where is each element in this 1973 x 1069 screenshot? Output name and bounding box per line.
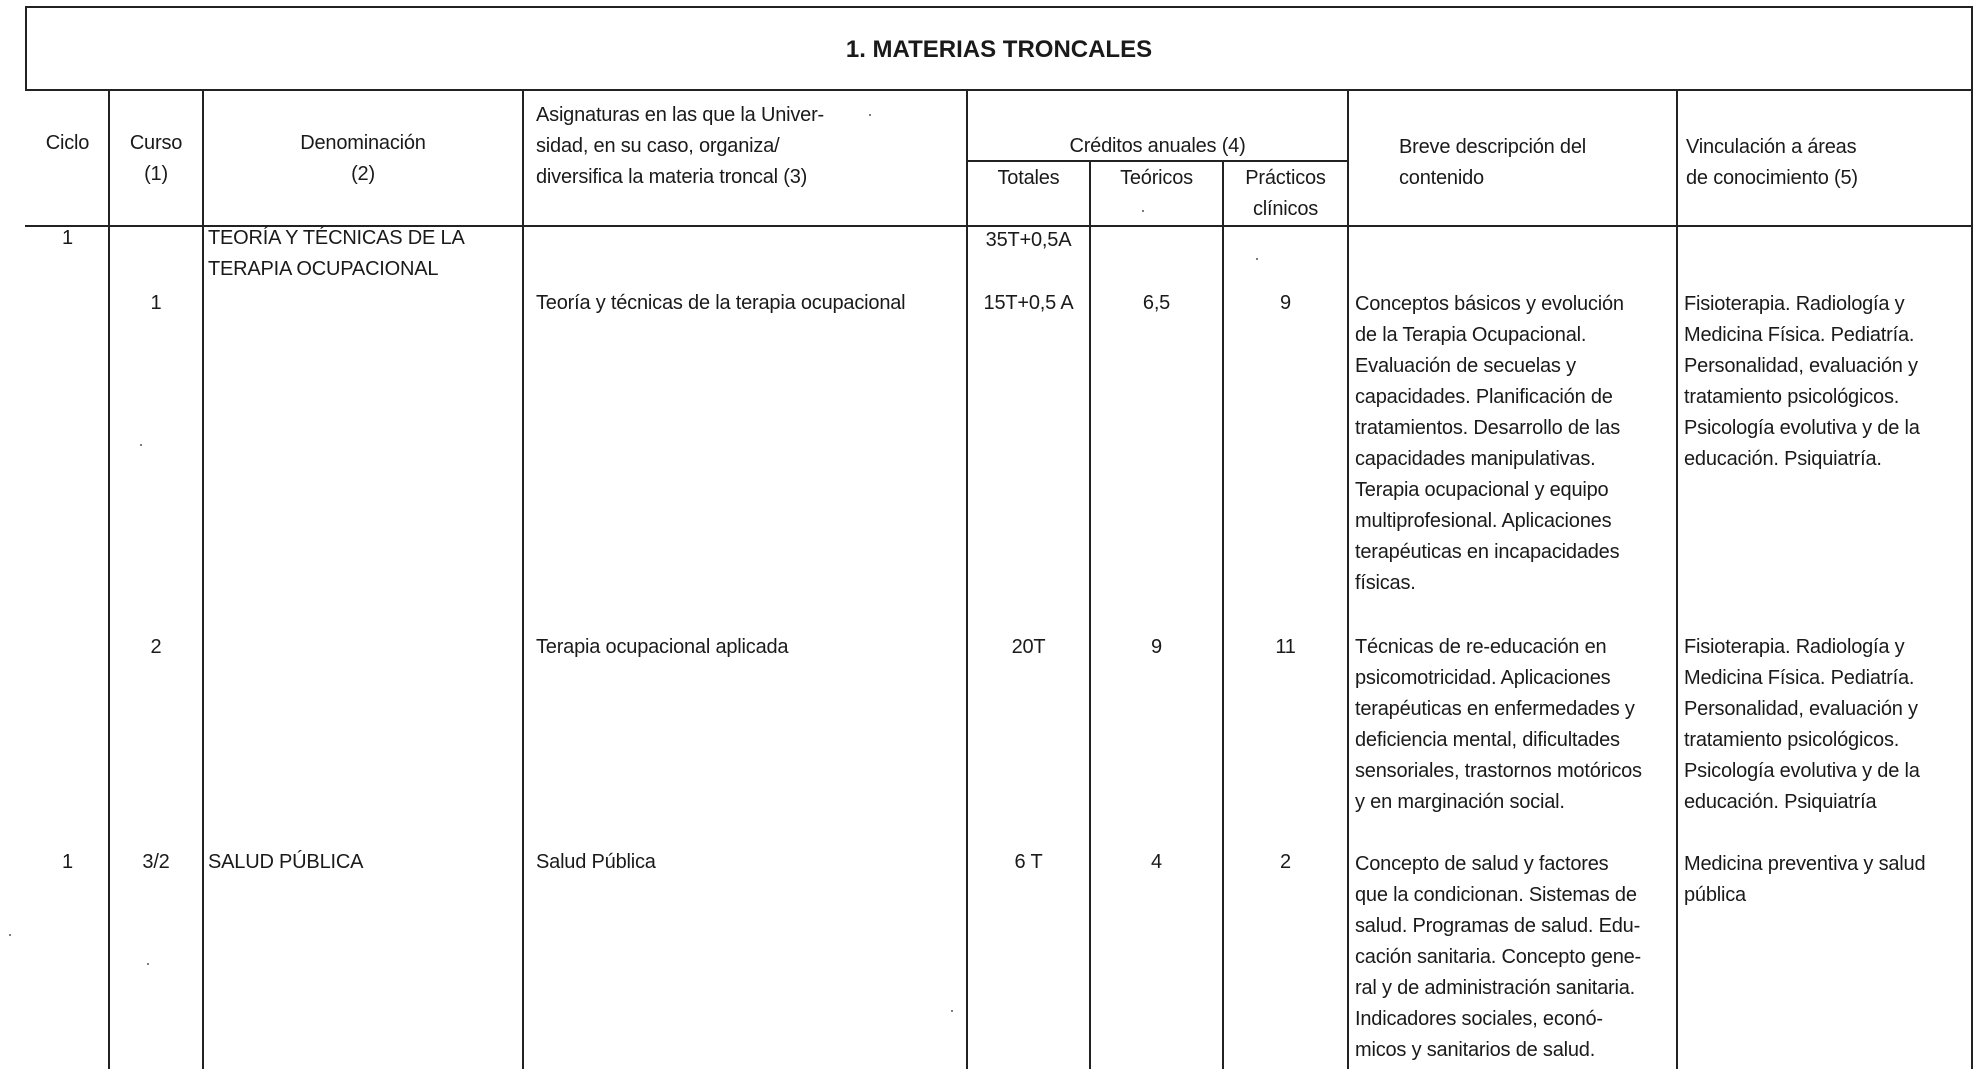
scan-speck <box>140 444 142 446</box>
title-bottom-border <box>25 89 1973 91</box>
scan-speck <box>147 963 149 965</box>
row-1-curso: 1 <box>150 292 162 314</box>
scan-speck <box>1256 258 1258 260</box>
header-curso: Curso (1) <box>129 132 183 185</box>
row-3-ciclo: 1 <box>62 851 73 873</box>
row-3-vinculacion: Medicina preventiva y salud pública <box>1684 853 1926 906</box>
table-top-border <box>25 6 1973 8</box>
col-divider-creditos-descripcion <box>1347 89 1349 1069</box>
header-teoricos: Teóricos <box>1120 167 1193 189</box>
row-2-curso: 2 <box>150 636 162 658</box>
row-3-practicos: 2 <box>1280 851 1291 873</box>
scan-speck <box>1142 210 1144 212</box>
row-2-descripcion: Técnicas de re-educación en psicomotricidad. Aplicaciones terapéuticas en enfermedades y deficiencia mental, dificultades sensoriales, trastornos motóricos y en marginación social. <box>1355 636 1642 813</box>
row-2-vinculacion: Fisioterapia. Radiología y Medicina Física. Pediatría. Personalidad, evaluación y tratamiento psicológicos. Psicología evolutiva y de la educación. Psiquiatría <box>1684 636 1920 813</box>
row-3-denominacion: SALUD PÚBLICA <box>208 851 364 873</box>
header-denominacion: Denominación (2) <box>300 132 426 185</box>
header-vinculacion: Vinculación a áreas de conocimiento (5) <box>1686 136 1858 189</box>
row-2-teoricos: 9 <box>1151 636 1162 658</box>
header-ciclo: Ciclo <box>45 132 90 154</box>
row-3-totales: 6 T <box>1014 851 1043 873</box>
row-1-teoricos: 6,5 <box>1142 292 1171 314</box>
row-2-asignatura: Terapia ocupacional aplicada <box>536 636 789 658</box>
header-breve-descripcion: Breve descripción del contenido <box>1399 136 1587 189</box>
section-title: 1. MATERIAS TRONCALES <box>845 36 1153 63</box>
col-divider-descripcion-vinculacion <box>1676 89 1678 1069</box>
col-divider-denominacion-asignaturas <box>522 89 524 1069</box>
row-2-totales: 20T <box>1011 636 1046 658</box>
header-creditos-anuales: Créditos anuales (4) <box>1069 135 1246 157</box>
row-1-totales: 15T+0,5 A <box>983 292 1074 314</box>
row-1-descripcion: Conceptos básicos y evolución de la Terapia Ocupacional. Evaluación de secuelas y capacidades. Planificación de tratamientos. Desarrollo de las capacidades manipulativas. Terapia ocupacional y equipo multiprofesional. Aplicaciones terapéuticas en incapacidades físicas. <box>1355 293 1624 594</box>
scan-speck <box>869 114 871 116</box>
col-divider-curso-denominacion <box>202 89 204 1069</box>
header-practicos-clinicos: Prácticos clínicos <box>1245 167 1326 220</box>
row-3-asignatura: Salud Pública <box>536 851 656 873</box>
header-asignaturas: Asignaturas en las que la Univer- sidad, en su caso, organiza/ diversifica la materia troncal (3) <box>536 104 824 188</box>
header-totales: Totales <box>997 167 1060 189</box>
row-3-curso: 3/2 <box>142 851 170 873</box>
row-1-asignatura: Teoría y técnicas de la terapia ocupacional <box>536 292 906 314</box>
scan-speck <box>951 1010 953 1012</box>
row-1-practicos: 9 <box>1280 292 1291 314</box>
scan-speck <box>9 934 11 936</box>
row-3-descripcion: Concepto de salud y factores que la condicionan. Sistemas de salud. Programas de salud. Edu- cación sanitaria. Concepto gene- ral y de administración sanitaria. Indicadores sociales, econó- micos y sanitarios de salud. <box>1355 853 1642 1061</box>
row-materia-totales: 35T+0,5A <box>985 229 1072 251</box>
row-materia-ciclo: 1 <box>62 227 73 249</box>
col-divider-ciclo-curso <box>108 89 110 1069</box>
row-materia-denominacion: TEORÍA Y TÉCNICAS DE LA TERAPIA OCUPACIONAL <box>208 227 465 280</box>
row-2-practicos: 11 <box>1275 636 1296 658</box>
row-3-teoricos: 4 <box>1151 851 1162 873</box>
row-1-vinculacion: Fisioterapia. Radiología y Medicina Física. Pediatría. Personalidad, evaluación y tratamiento psicológicos. Psicología evolutiva y de la educación. Psiquiatría. <box>1684 293 1920 470</box>
